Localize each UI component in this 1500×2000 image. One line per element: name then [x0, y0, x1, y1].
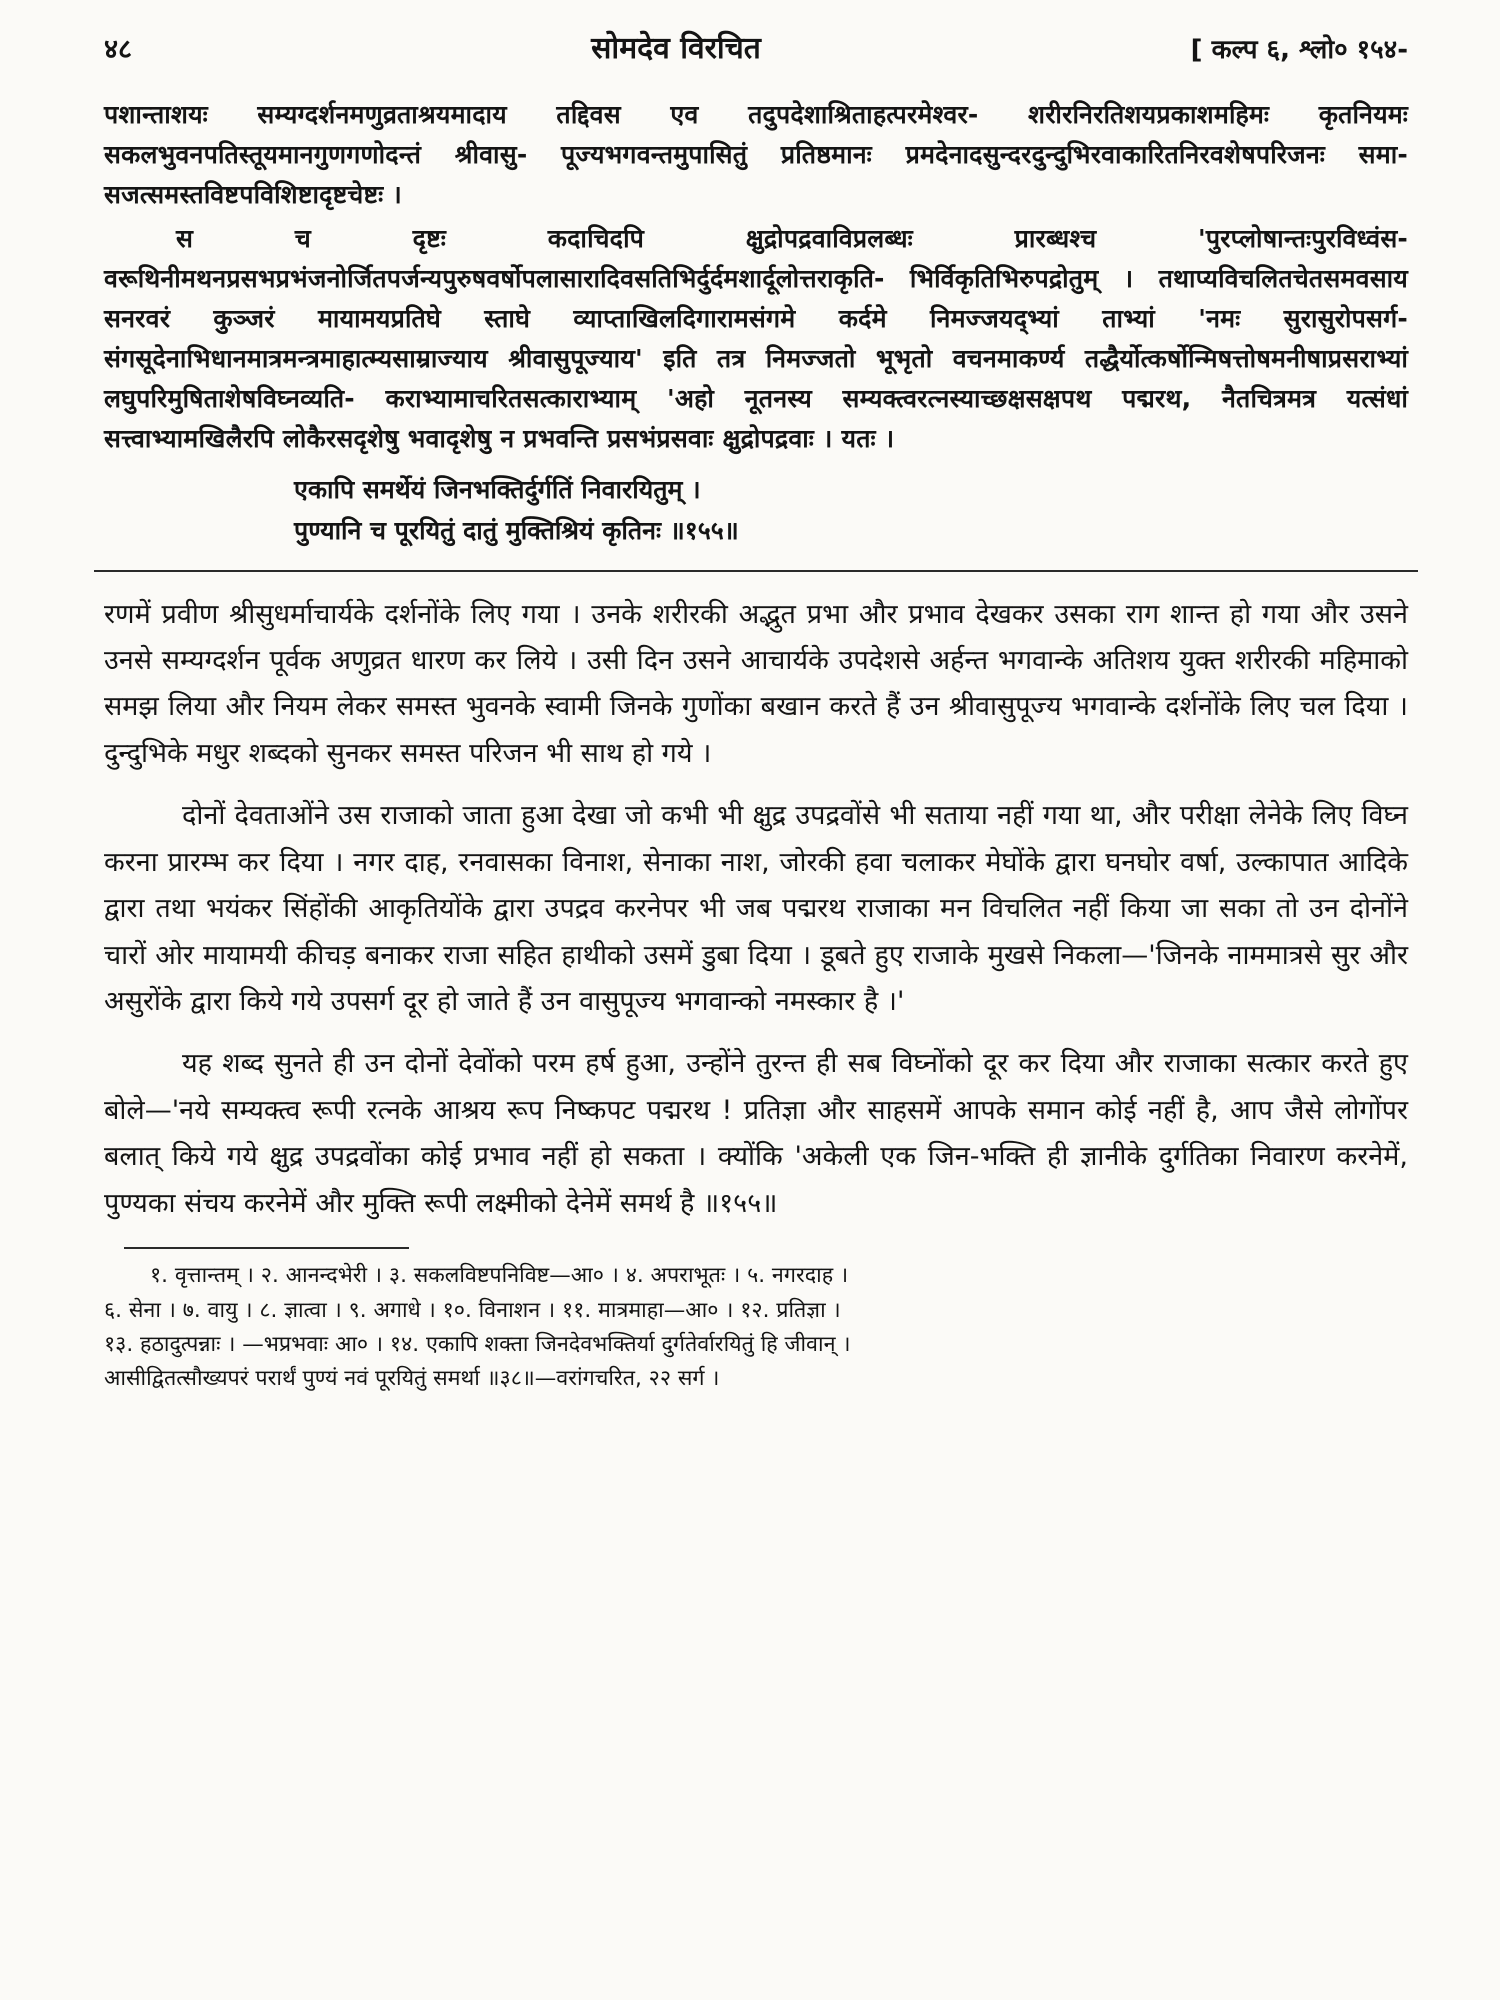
page-number: ४८	[104, 34, 133, 65]
verse-line: एकापि समर्थेयं जिनभक्तिर्दुर्गतिं निवारयितुम् ।	[294, 475, 701, 504]
sanskrit-paragraph: स च दृष्टः कदाचिदपि क्षुद्रोपद्रवाविप्रलब्धः प्रारब्धश्च 'पुरप्लोषान्तःपुरविध्वंस- वरूथिनीमथनप्रसभप्रभंजनोर्जितपर्जन्यपुरुषवर्षोपलासारादिवसतिभिर्दुर्दमशार्दूलोत्तराकृति- भिर्विकृतिभिरुपद्रोतुम् । तथाप्यविचलितचेतसमवसाय सनरवरं कुञ्जरं मायामयप्रतिघे स्ताघे व्याप्ताखिलदिगारामसंगमे कर्दमे निमज्जयद्भ्यां ताभ्यां 'नमः सुरासुरोपसर्ग- संगसूदेनाभिधानमात्रमन्त्रमाहात्म्यसाम्राज्याय श्रीवासुपूज्याय' इति तत्र निमज्जतो भूभृतो वचनमाकर्ण्य तद्धैर्योत्कर्षोन्मिषत्तोषमनीषाप्रसराभ्यां लघुपरिमुषिताशेषविघ्नव्यति- कराभ्यामाचरितसत्काराभ्याम् 'अहो नूतनस्य सम्यक्त्वरत्नस्याच्छक्षसक्षपथ पद्मरथ, नैतचित्रमत्र यत्संधां सत्त्वाभ्यामखिलैरपि लोकैरसदृशेषु भवादृशेषु न प्रभवन्ति प्रसभंप्रसवाः क्षुद्रोपद्रवाः । यतः ।	[104, 224, 1408, 453]
page-title: सोमदेव विरचित	[591, 31, 761, 66]
footnotes-section	[104, 1259, 1408, 1397]
section-divider	[94, 570, 1418, 572]
verse-block	[294, 469, 1408, 552]
footnote-line: १३. हठादुत्पन्नाः । —भप्रभवाः आ० । १४. एकापि शक्ता जिनदेवभक्तिर्या दुर्गतेर्वारयितुं हि जीवान् ।	[104, 1331, 851, 1357]
sanskrit-section	[104, 95, 1408, 459]
footnote-divider	[124, 1247, 409, 1249]
hindi-paragraph: रणमें प्रवीण श्रीसुधर्माचार्यके दर्शनोंके लिए गया । उनके शरीरकी अद्भुत प्रभा और प्रभाव देखकर उसका राग शान्त हो गया और उसने उनसे सम्यग्दर्शन पूर्वक अणुव्रत धारण कर लिये । उसी दिन उसने आचार्यके उपदेशसे अर्हन्त भगवान्के अतिशय युक्त शरीरकी महिमाको समझ लिया और नियम लेकर समस्त भुवनके स्वामी जिनके गुणोंका बखान करते हैं उन श्रीवासुपूज्य भगवान्के दर्शनोंके लिए चल दिया । दुन्दुभिके मधुर शब्दको सुनकर समस्त परिजन भी साथ हो गये ।	[104, 598, 1408, 769]
footnote-line: आसीद्वितत्सौख्यपरं परार्थं पुण्यं नवं पूरयितुं समर्था ॥३८॥—वरांगचरित, २२ सर्ग ।	[104, 1366, 720, 1392]
hindi-paragraph: दोनों देवताओंने उस राजाको जाता हुआ देखा जो कभी भी क्षुद्र उपद्रवोंसे भी सताया नहीं गया था, और परीक्षा लेनेके लिए विघ्न करना प्रारम्भ कर दिया । नगर दाह, रनवासका विनाश, सेनाका नाश, जोरकी हवा चलाकर मेघोंके द्वारा घनघोर वर्षा, उल्कापात आदिके द्वारा तथा भयंकर सिंहोंकी आकृतियोंके द्वारा उपद्रव करनेपर भी जब पद्मरथ राजाका मन विचलित नहीं किया जा सका तो उन दोनोंने चारों ओर मायामयी कीचड़ बनाकर राजा सहित हाथीको उसमें डुबा दिया । डूबते हुए राजाके मुखसे निकला—'जिनके नाममात्रसे सुर और असुरोंके द्वारा किये गये उपसर्ग दूर हो जाते हैं उन वासुपूज्य भगवान्को नमस्कार है ।'	[104, 800, 1408, 1017]
header-reference: [ कल्प ६, श्लो० १५४-	[1190, 35, 1408, 65]
page-header	[104, 26, 1408, 67]
sanskrit-paragraph: पशान्ताशयः सम्यग्दर्शनमणुव्रताश्रयमादाय तद्दिवस एव तदुपदेशाश्रिताहत्परमेश्वर- शरीरनिरतिशयप्रकाशमहिमः कृतनियमः सकलभुवनपतिस्तूयमानगुणगणोदन्तं श्रीवासु- पूज्यभगवन्तमुपासितुं प्रतिष्ठमानः प्रमदेनादसुन्दरदुन्दुभिरवाकारितनिरवशेषपरिजनः समा- सजत्समस्तविष्टपविशिष्टादृष्टचेष्टः ।	[104, 100, 1408, 209]
hindi-paragraph: यह शब्द सुनते ही उन दोनों देवोंको परम हर्ष हुआ, उन्होंने तुरन्त ही सब विघ्नोंको दूर कर दिया और राजाका सत्कार करते हुए बोले—'नये सम्यक्त्व रूपी रत्नके आश्रय रूप निष्कपट पद्मरथ ! प्रतिज्ञा और साहसमें आपके समान कोई नहीं है, आप जैसे लोगोंपर बलात् किये गये क्षुद्र उपद्रवोंका कोई प्रभाव नहीं हो सकता । क्योंकि 'अकेली एक जिन-भक्ति ही ज्ञानीके दुर्गतिका निवारण करनेमें, पुण्यका संचय करनेमें और मुक्ति रूपी लक्ष्मीको देनेमें समर्थ है ॥१५५॥	[104, 1048, 1408, 1219]
verse-line: पुण्यानि च पूरयितुं दातुं मुक्तिश्रियं कृतिनः ॥१५५॥	[294, 516, 739, 546]
footnote-line: ६. सेना । ७. वायु । ८. ज्ञात्वा । ९. अगाधे । १०. विनाशन । ११. मात्रमाहा—आ० । १२. प्रतिज्ञा ।	[104, 1297, 841, 1323]
footnote-line: १. वृत्तान्तम् । २. आनन्दभेरी । ३. सकलविष्टपनिविष्ट—आ० । ४. अपराभूतः । ५. नगरदाह ।	[150, 1263, 849, 1289]
hindi-translation-section	[104, 592, 1408, 1228]
